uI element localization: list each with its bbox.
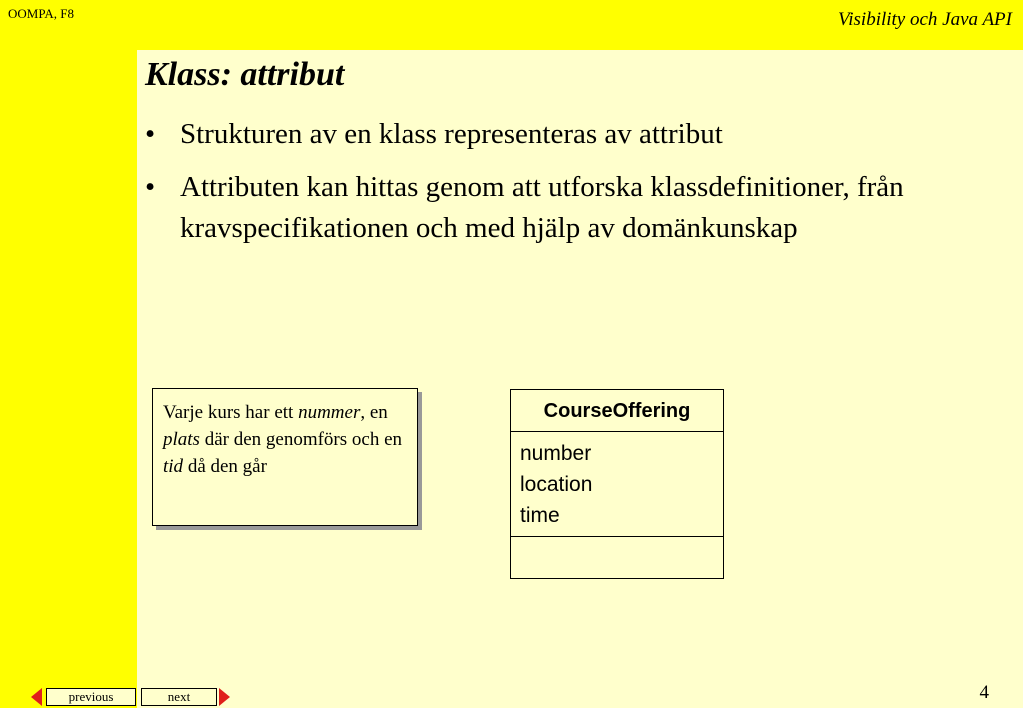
uml-operations [511, 537, 723, 578]
uml-class-name: CourseOffering [511, 390, 723, 432]
uml-attribute: time [520, 504, 560, 527]
bullet-item [145, 114, 1005, 155]
uml-attribute: number [520, 442, 592, 465]
slide-title: Klass: attribut [145, 56, 345, 93]
note-text: där den genomförs och en [199, 429, 403, 450]
uml-attributes [511, 432, 723, 537]
presentation-title: Visibility och Java API [838, 9, 1012, 30]
course-code: OOMPA, F8 [8, 6, 74, 21]
next-arrow-icon[interactable] [219, 688, 230, 706]
note-term-location: plats [163, 429, 200, 450]
description-note [152, 388, 418, 526]
note-term-time: tid [163, 456, 184, 477]
page-number: 4 [979, 682, 989, 703]
bullet-item [145, 167, 1005, 249]
bullet-text: Attributen kan hittas genom att utforska klassdefinitioner, från kravspecifikationen och med hjälp av domänkunskap [180, 171, 904, 244]
note-text: då den går [183, 456, 267, 477]
uml-class-box [510, 389, 724, 579]
bullet-icon: • [145, 118, 156, 150]
note-text: , en [360, 402, 388, 423]
bullet-text: Strukturen av en klass representeras av attribut [180, 118, 723, 150]
bullet-list [145, 114, 1005, 261]
next-button[interactable]: next [141, 688, 217, 706]
note-term-number: nummer [298, 402, 361, 423]
note-text: Varje kurs har ett [163, 402, 299, 423]
uml-attribute: location [520, 473, 593, 496]
previous-arrow-icon[interactable] [31, 688, 42, 706]
previous-button[interactable]: previous [46, 688, 136, 706]
bullet-icon: • [145, 171, 156, 203]
